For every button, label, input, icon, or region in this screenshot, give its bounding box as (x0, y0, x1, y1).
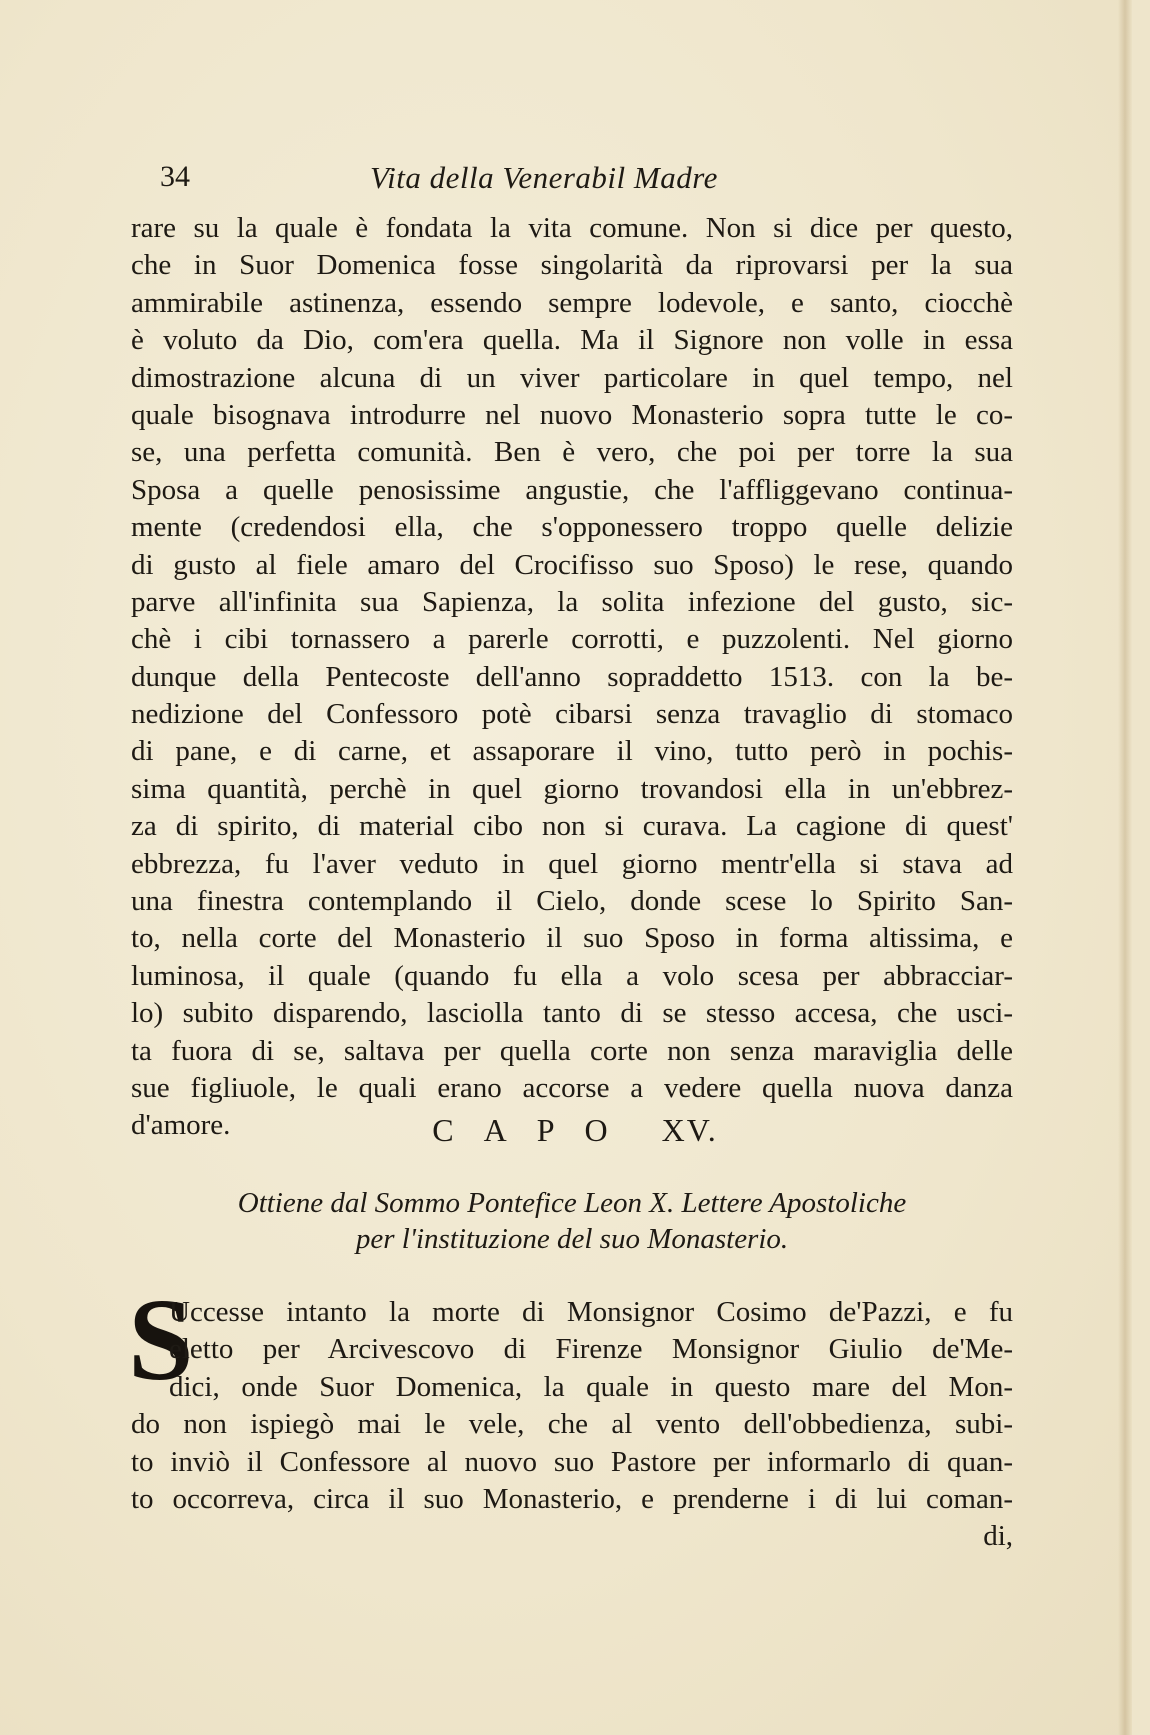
text-line-content: sue figliuole, le quali erano accorse a vedere quella nuova danza (131, 1071, 1013, 1104)
text-line-content: sima quantità, perchè in quel giorno trovandosi ella in un'ebbrez- (131, 772, 1013, 805)
text-line (131, 659, 1013, 696)
page-fold (1118, 0, 1132, 1735)
text-line (131, 808, 1013, 845)
text-line-content: di, (983, 1520, 1013, 1553)
text-line-content: to inviò il Confessore al nuovo suo Pastore per informarlo di quan- (131, 1445, 1013, 1478)
text-line (131, 509, 1013, 546)
text-line-content: do non ispiegò mai le vele, che al vento dell'obbedienza, subi- (131, 1408, 1013, 1441)
text-line (131, 322, 1013, 359)
text-line-content: quale bisognava introdurre nel nuovo Monasterio sopra tutte le co- (131, 398, 1013, 431)
text-line-content: ta fuora di se, saltava per quella corte non senza maraviglia delle (131, 1034, 1013, 1067)
text-line-content: Uccesse intanto la morte di Monsignor Cosimo de'Pazzi, e fu (169, 1296, 1013, 1328)
text-line (131, 1406, 1013, 1443)
text-line-content: mente (credendosi ella, che s'opponessero troppo quelle delizie (131, 511, 1013, 544)
text-line (131, 547, 1013, 584)
chapter-number: XV. (661, 1112, 718, 1148)
text-line (131, 696, 1013, 733)
text-line (131, 1294, 1013, 1331)
text-line (131, 771, 1013, 808)
text-line-content: ammirabile astinenza, essendo sempre lodevole, e santo, ciocchè (131, 286, 1013, 319)
text-line (131, 1518, 1013, 1555)
text-line (131, 958, 1013, 995)
paragraph-1 (131, 210, 1013, 1145)
text-line-content: rare su la quale è fondata la vita comune. Non si dice per questo, (131, 212, 1013, 244)
text-line (131, 472, 1013, 509)
text-line (131, 920, 1013, 957)
subtitle-line: Ottiene dal Sommo Pontefice Leon X. Lettere Apostoliche (237, 1187, 907, 1219)
text-line (131, 621, 1013, 658)
page-edge (1132, 0, 1150, 1735)
text-line-content: se, una perfetta comunità. Ben è vero, che poi per torre la sua (131, 436, 1013, 469)
drop-cap: S (128, 1274, 194, 1405)
chapter-heading (0, 1112, 1150, 1149)
text-line (131, 1070, 1013, 1107)
text-line-content: lo) subito disparendo, lasciolla tanto di se stesso accesa, che usci- (131, 997, 1013, 1030)
text-line-content: ebbrezza, fu l'aver veduto in quel giorno mentr'ella si stava ad (131, 847, 1013, 880)
text-line (131, 733, 1013, 770)
text-line-content: di gusto al fiele amaro del Crocifisso suo Sposo) le rese, quando (131, 548, 1013, 581)
text-line-content: nedizione del Confessoro potè cibarsi senza travaglio di stomaco (131, 698, 1013, 731)
text-line-content: parve all'infinita sua Sapienza, la solita infezione del gusto, sic- (131, 585, 1013, 618)
text-line (131, 1331, 1013, 1368)
subtitle-line: per l'instituzione del suo Monasterio. (355, 1223, 789, 1255)
text-line-content: dunque della Pentecoste dell'anno sopraddetto 1513. con la be- (131, 660, 1013, 693)
text-line-content: chè i cibi tornassero a parerle corrotti, e puzzolenti. Nel giorno (131, 623, 1013, 656)
text-line (131, 584, 1013, 621)
text-line-content: za di spirito, di material cibo non si curava. La cagione di quest' (131, 810, 1013, 843)
text-line (131, 434, 1013, 471)
paragraph-2 (131, 1294, 1013, 1556)
text-line (131, 360, 1013, 397)
text-line-content: una finestra contemplando il Cielo, donde scese lo Spirito San- (131, 885, 1013, 918)
page-number: 34 (160, 160, 190, 193)
text-line-content: to, nella corte del Monasterio il suo Sposo in forma altissima, e (131, 922, 1013, 955)
text-line (131, 285, 1013, 322)
text-line-content: è voluto da Dio, com'era quella. Ma il Signore non volle in essa (131, 324, 1013, 357)
text-line (131, 1369, 1013, 1406)
text-line (131, 247, 1013, 284)
text-line (131, 883, 1013, 920)
text-line-content: che in Suor Domenica fosse singolarità da riprovarsi per la sua (131, 249, 1013, 282)
chapter-subtitle (131, 1185, 1013, 1257)
text-line-content: di pane, e di carne, et assaporare il vino, tutto però in pochis- (131, 735, 1013, 768)
running-header (160, 160, 1010, 200)
text-line (131, 1444, 1013, 1481)
text-line-content: d'amore. (131, 1109, 231, 1142)
text-line-content: dici, onde Suor Domenica, la quale in questo mare del Mon- (169, 1370, 1013, 1403)
text-line-content: luminosa, il quale (quando fu ella a volo scesa per abbracciar- (131, 959, 1013, 992)
text-line (131, 1481, 1013, 1518)
text-line (131, 846, 1013, 883)
text-line (131, 210, 1013, 247)
text-line (131, 1033, 1013, 1070)
chapter-word: CAPO (432, 1112, 638, 1148)
text-line-content: Sposa a quelle penosissime angustie, che l'affliggevano continua- (131, 473, 1013, 506)
text-line-content: to occorreva, circa il suo Monasterio, e prenderne i di lui coman- (131, 1482, 1013, 1515)
text-line-content: eletto per Arcivescovo di Firenze Monsignor Giulio de'Me- (169, 1333, 1013, 1366)
text-line-content: dimostrazione alcuna di un viver particolare in quel tempo, nel (131, 361, 1013, 394)
text-line (131, 995, 1013, 1032)
text-line (131, 397, 1013, 434)
running-title: Vita della Venerabil Madre (370, 160, 718, 195)
